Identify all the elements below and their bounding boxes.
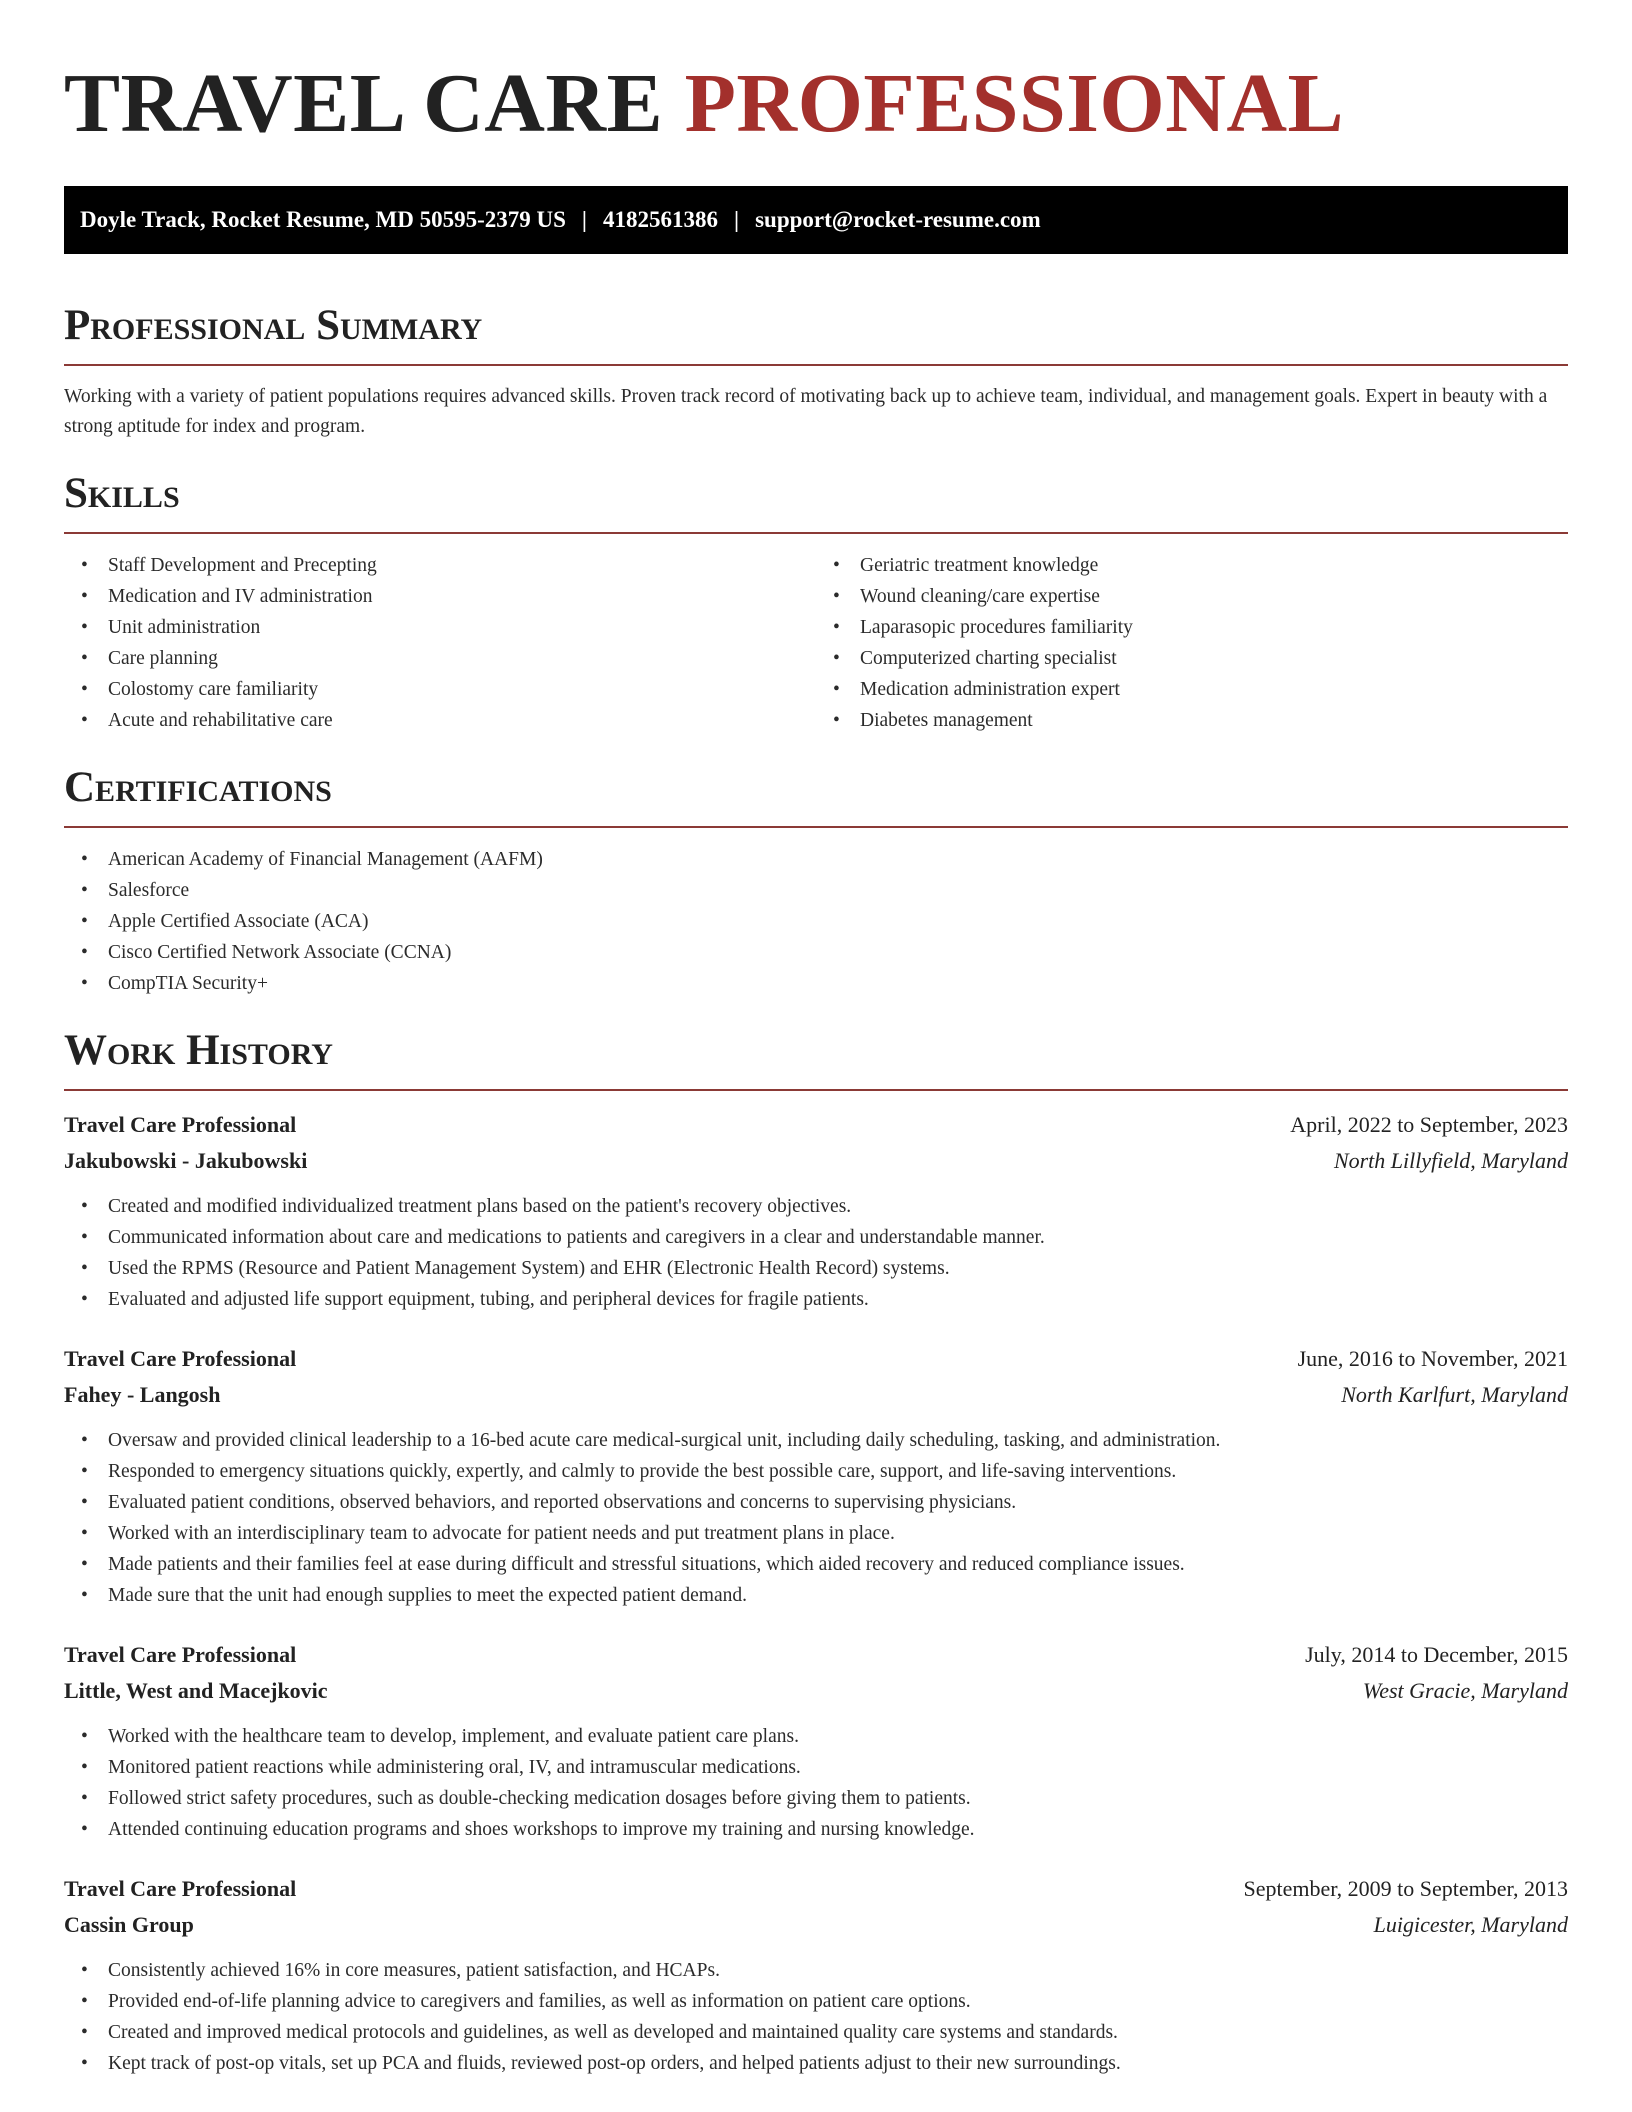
job-location: West Gracie, Maryland xyxy=(1362,1678,1568,1703)
job-duty-item: • Kept track of post-op vitals, set up PCA and fluids, reviewed post-op orders, and helped patients adjust to their new surroundings. xyxy=(64,2048,1568,2079)
section-title-work-history: Work History xyxy=(64,1027,333,1074)
job-duty-item: • Created and modified individualized treatment plans based on the patient's recovery objectives. xyxy=(64,1191,1568,1222)
contact-bar xyxy=(64,186,1568,254)
job-title: Travel Care Professional xyxy=(64,1876,297,1901)
skill-item: • Acute and rehabilitative care xyxy=(64,705,816,736)
job-duty-item: • Made sure that the unit had enough supplies to meet the expected patient demand. xyxy=(64,1580,1568,1611)
job-duties-list xyxy=(64,1721,1568,1845)
job-entry xyxy=(64,1871,1568,2079)
job-entry xyxy=(64,1341,1568,1611)
certification-item: • Cisco Certified Network Associate (CCNA) xyxy=(64,937,1568,968)
job-location: North Karlfurt, Maryland xyxy=(1341,1382,1568,1407)
contact-email: support@rocket-resume.com xyxy=(755,207,1041,232)
skills-section xyxy=(64,466,1568,736)
job-duty-item: • Used the RPMS (Resource and Patient Management System) and EHR (Electronic Health Record) systems. xyxy=(64,1253,1568,1284)
job-duty-item: • Evaluated patient conditions, observed behaviors, and reported observations and concerns to supervising physicians. xyxy=(64,1487,1568,1518)
contact-address: Doyle Track, Rocket Resume, MD 50595-2379 US xyxy=(80,207,566,232)
contact-separator: | xyxy=(734,207,740,232)
section-divider xyxy=(64,826,1568,828)
job-duty-item: • Evaluated and adjusted life support equipment, tubing, and peripheral devices for fragile patients. xyxy=(64,1284,1568,1315)
summary-section xyxy=(64,298,1568,442)
skill-item: • Care planning xyxy=(64,643,816,674)
certifications-list xyxy=(64,844,1568,999)
job-duty-item: • Responded to emergency situations quickly, expertly, and calmly to provide the best possible care, support, and life-saving interventions. xyxy=(64,1456,1568,1487)
job-company-row xyxy=(64,1907,1568,1943)
job-header-row xyxy=(64,1107,1568,1143)
certifications-section xyxy=(64,760,1568,999)
job-dates: July, 2014 to December, 2015 xyxy=(1305,1642,1568,1667)
job-header-row xyxy=(64,1637,1568,1673)
job-company-row xyxy=(64,1143,1568,1179)
skill-item: • Computerized charting specialist xyxy=(816,643,1568,674)
skill-item: • Unit administration xyxy=(64,612,816,643)
skills-list-right xyxy=(816,550,1568,736)
name-accent: PROFESSIONAL xyxy=(684,57,1345,150)
job-dates: April, 2022 to September, 2023 xyxy=(1290,1112,1568,1137)
job-company: Fahey - Langosh xyxy=(64,1382,221,1407)
job-company: Little, West and Macejkovic xyxy=(64,1678,328,1703)
job-duty-item: • Consistently achieved 16% in core measures, patient satisfaction, and HCAPs. xyxy=(64,1955,1568,1986)
job-dates: September, 2009 to September, 2013 xyxy=(1243,1876,1568,1901)
job-duty-item: • Monitored patient reactions while administering oral, IV, and intramuscular medications. xyxy=(64,1752,1568,1783)
resume-name-heading xyxy=(64,56,1568,152)
job-location: Luigicester, Maryland xyxy=(1373,1912,1568,1937)
skill-item: • Medication and IV administration xyxy=(64,581,816,612)
section-divider xyxy=(64,1089,1568,1091)
skills-list-left xyxy=(64,550,816,736)
section-title-summary: Professional Summary xyxy=(64,302,483,349)
job-duty-item: • Attended continuing education programs and shoes workshops to improve my training and nursing knowledge. xyxy=(64,1814,1568,1845)
job-entry xyxy=(64,1637,1568,1845)
job-duty-item: • Worked with the healthcare team to develop, implement, and evaluate patient care plans. xyxy=(64,1721,1568,1752)
job-duty-item: • Communicated information about care and medications to patients and caregivers in a clear and understandable manner. xyxy=(64,1222,1568,1253)
job-dates: June, 2016 to November, 2021 xyxy=(1297,1346,1568,1371)
job-company: Jakubowski - Jakubowski xyxy=(64,1148,308,1173)
contact-phone: 4182561386 xyxy=(603,207,718,232)
skills-column-left xyxy=(64,550,816,736)
skill-item: • Staff Development and Precepting xyxy=(64,550,816,581)
skills-column-right xyxy=(816,550,1568,736)
section-divider xyxy=(64,532,1568,534)
skill-item: • Geriatric treatment knowledge xyxy=(816,550,1568,581)
certification-item: • CompTIA Security+ xyxy=(64,968,1568,999)
job-company-row xyxy=(64,1673,1568,1709)
job-company-row xyxy=(64,1377,1568,1413)
job-duty-item: • Made patients and their families feel at ease during difficult and stressful situations, which aided recovery and reduced compliance issues. xyxy=(64,1549,1568,1580)
skill-item: • Colostomy care familiarity xyxy=(64,674,816,705)
certification-item: • Salesforce xyxy=(64,875,1568,906)
skill-item: • Laparasopic procedures familiarity xyxy=(816,612,1568,643)
section-title-certifications: Certifications xyxy=(64,764,332,811)
job-duty-item: • Created and improved medical protocols and guidelines, as well as developed and maintained quality care systems and standards. xyxy=(64,2017,1568,2048)
section-title-skills: Skills xyxy=(64,470,180,517)
skills-grid xyxy=(64,550,1568,736)
job-location: North Lillyfield, Maryland xyxy=(1333,1148,1568,1173)
job-duties-list xyxy=(64,1191,1568,1315)
skill-item: • Medication administration expert xyxy=(816,674,1568,705)
job-duty-item: • Oversaw and provided clinical leadership to a 16-bed acute care medical-surgical unit, including daily scheduling, tasking, and administration. xyxy=(64,1425,1568,1456)
certification-item: • American Academy of Financial Management (AAFM) xyxy=(64,844,1568,875)
job-duty-item: • Provided end-of-life planning advice to caregivers and families, as well as information on patient care options. xyxy=(64,1986,1568,2017)
name-first: TRAVEL CARE xyxy=(64,57,664,150)
job-title: Travel Care Professional xyxy=(64,1346,297,1371)
job-duties-list xyxy=(64,1425,1568,1611)
work-history-section xyxy=(64,1023,1568,2079)
job-entry xyxy=(64,1107,1568,1315)
job-title: Travel Care Professional xyxy=(64,1112,297,1137)
job-header-row xyxy=(64,1341,1568,1377)
job-duty-item: • Followed strict safety procedures, such as double-checking medication dosages before giving them to patients. xyxy=(64,1783,1568,1814)
job-company: Cassin Group xyxy=(64,1912,194,1937)
job-header-row xyxy=(64,1871,1568,1907)
certification-item: • Apple Certified Associate (ACA) xyxy=(64,906,1568,937)
skill-item: • Wound cleaning/care expertise xyxy=(816,581,1568,612)
skill-item: • Diabetes management xyxy=(816,705,1568,736)
summary-text: Working with a variety of patient populations requires advanced skills. Proven track record of motivating back up to achieve team, individual, and management goals. Expert in beauty with a strong aptitude for index and program. xyxy=(64,386,1548,437)
contact-separator: | xyxy=(581,207,587,232)
job-duties-list xyxy=(64,1955,1568,2079)
section-divider xyxy=(64,364,1568,366)
job-title: Travel Care Professional xyxy=(64,1642,297,1667)
job-duty-item: • Worked with an interdisciplinary team to advocate for patient needs and put treatment plans in place. xyxy=(64,1518,1568,1549)
